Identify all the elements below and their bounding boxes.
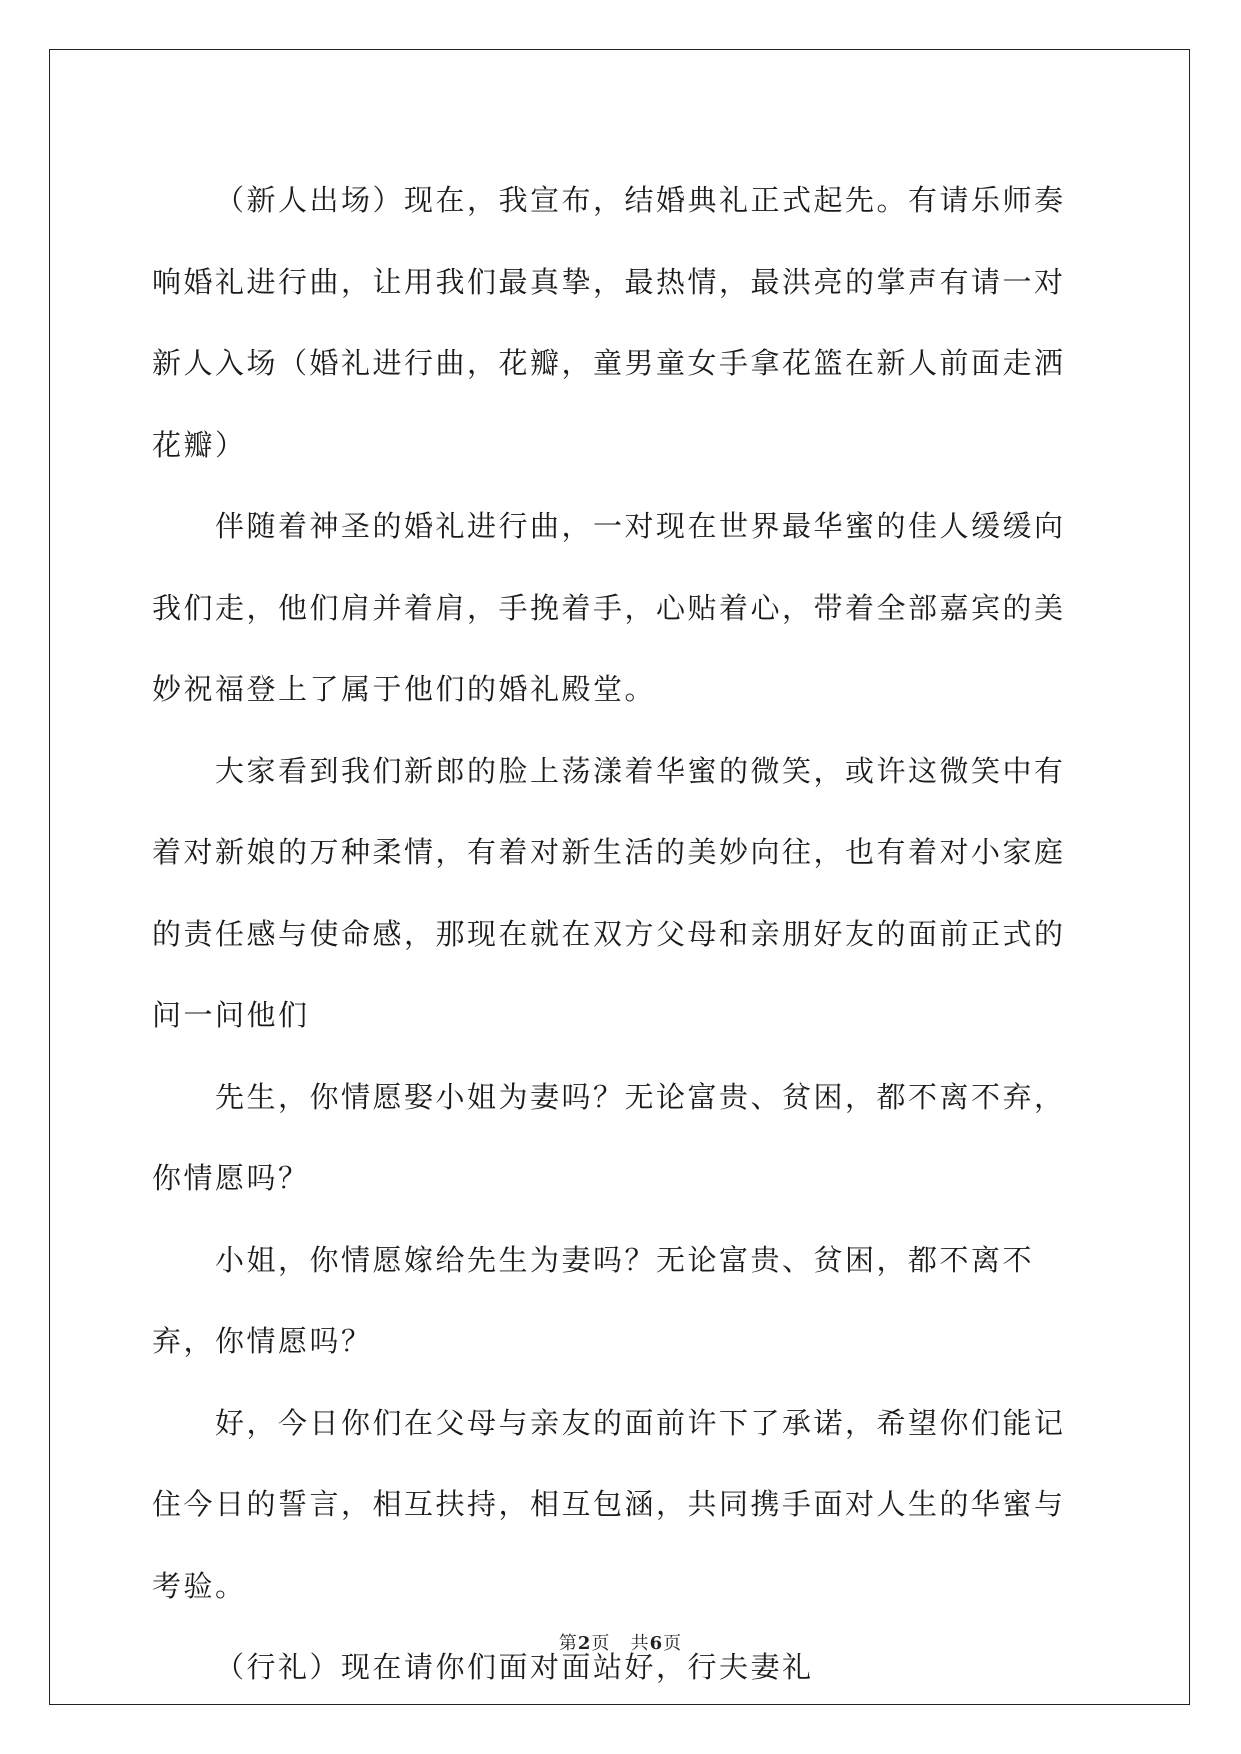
paragraph-bow: （行礼）现在请你们面对面站好，行夫妻礼 — [215, 1650, 814, 1684]
document-body — [152, 160, 1092, 1709]
paragraph-promise: 好，今日你们在父母与亲友的面前许下了承诺，希望你们能记住今日的誓言，相互扶持，相互包涵，共同携手面对人生的华蜜与考验。 — [152, 1405, 1066, 1603]
paragraph-groom-smile: 大家看到我们新郎的脸上荡漾着华蜜的微笑，或许这微笑中有着对新娘的万种柔情，有着对新生活的美妙向往，也有着对小家庭的责任感与使命感，那现在就在双方父母和亲朋好友的面前正式的问一问他们 — [152, 753, 1066, 1032]
page-suffix: 页 — [591, 1633, 611, 1654]
paragraph-entrance: （新人出场）现在，我宣布，结婚典礼正式起先。有请乐师奏响婚礼进行曲，让用我们最真挚，最热情，最洪亮的掌声有请一对新人入场（婚礼进行曲，花瓣，童男童女手拿花篮在新人前面走洒花瓣） — [152, 183, 1066, 462]
paragraph-bride-vow: 小姐，你情愿嫁给先生为妻吗？无论富贵、贫困，都不离不弃，你情愿吗？ — [152, 1242, 1035, 1358]
page-footer — [0, 1629, 1241, 1655]
page-number: 2 — [577, 1633, 592, 1654]
total-pages: 6 — [649, 1633, 664, 1654]
total-prefix: 共 — [630, 1633, 650, 1654]
total-suffix: 页 — [663, 1633, 683, 1654]
page-prefix: 第 — [558, 1633, 578, 1654]
paragraph-procession: 伴随着神圣的婚礼进行曲，一对现在世界最华蜜的佳人缓缓向我们走，他们肩并着肩，手挽着手，心贴着心，带着全部嘉宾的美妙祝福登上了属于他们的婚礼殿堂。 — [152, 509, 1066, 706]
paragraph-groom-vow: 先生，你情愿娶小姐为妻吗？无论富贵、贫困，都不离不弃，你情愿吗？ — [152, 1079, 1066, 1195]
